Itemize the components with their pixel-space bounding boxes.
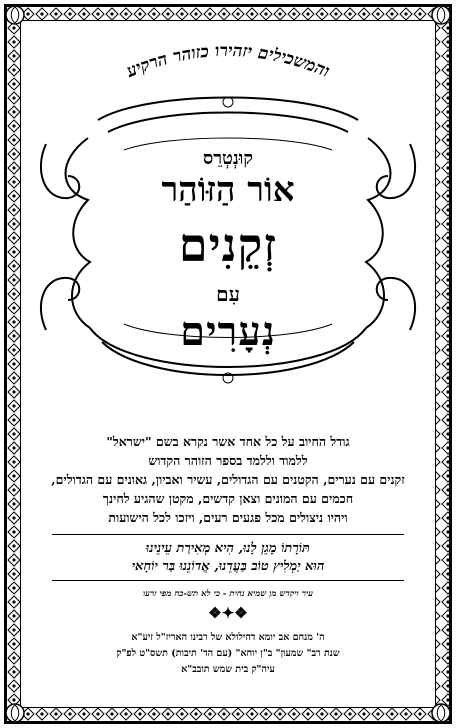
title-line-nearim: נְעָרִים (180, 308, 276, 355)
publisher-line: עיר ויקדש מן שמיא נחית - כי לא תש-כח מפי זרעו (142, 589, 314, 599)
description-line: ללמוד וללמד בספר הזוהר הקדוש (148, 453, 308, 468)
description-line: חכמים עם המונים וצאן קדשים, מקטן שהגיע לחינך (102, 491, 354, 506)
ornament-icon: ❖✦❖ (208, 604, 248, 622)
footer-line: שנת רב" שמעון" ב"ן יוחא" (עם הד' תיבות) תשס"ט לפ"ק (116, 648, 340, 659)
description-block (0, 432, 456, 527)
quote-line: הוּא יַמְלִיץ טוֹב בַּעֲדֵנוּ, אֲדוֹנֵנוּ בַּר יוֹחָאי (131, 559, 325, 574)
title-line-im: עִם (216, 282, 240, 306)
corner-flourish-icon (428, 700, 454, 726)
divider (52, 534, 404, 535)
title-line-zkenim: זְקֵנִים (178, 218, 278, 272)
kuntres-label: קוּנְטְרֵס (202, 148, 254, 169)
svg-text:והמשכילים יזהירו כזוהר הרקיע (123, 41, 332, 82)
footer-line: ה' מנחם אב יומא דהילולא של רבינו האריז"ל זיע"א (131, 632, 325, 643)
corner-flourish-icon (2, 700, 28, 726)
arched-header-text: והמשכילים יזהירו כזוהר הרקיע (123, 40, 333, 82)
description-line: זקנים עם נערים, הקטנים עם הגדולים, עשיר ואביון, גאונים עם הגדולים, (51, 472, 405, 487)
divider (52, 580, 404, 581)
description-line: ויהיו ניצולים מכל פגעים רעים, ויזכו לכל הישועות (108, 510, 348, 525)
description-line: גודל החיוב על כל אחד אשר נקרא בשם "ישראל" (106, 434, 350, 449)
footer-block (0, 630, 456, 678)
footer-line: עיה"ק בית שמש תובב"א (181, 664, 275, 675)
page-title: אוֹר הַזּוֹהַר (161, 170, 295, 210)
quote-block (0, 540, 456, 576)
quote-line: תּוֹרָתוֹ מָגֵן לָנוּ, הִיא מְאִירַת עֵינֵינוּ (146, 541, 310, 556)
